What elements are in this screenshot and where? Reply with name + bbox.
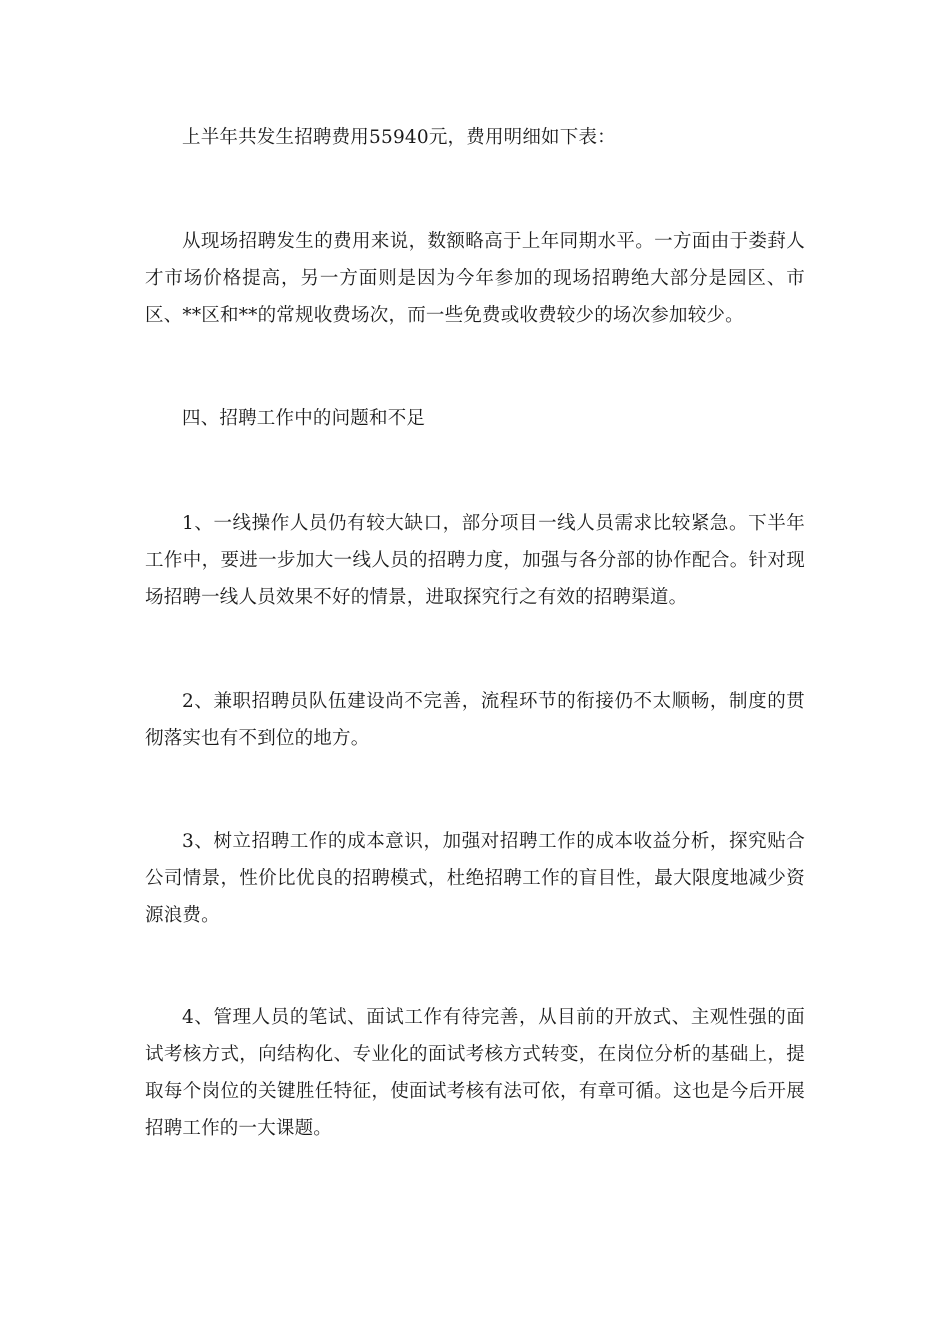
paragraph-problem-2: 2、兼职招聘员队伍建设尚不完善，流程环节的衔接仍不太顺畅，制度的贯彻落实也有不到位的地方。 xyxy=(145,691,805,749)
paragraph-onsite-cost-analysis: 从现场招聘发生的费用来说，数额略高于上年同期水平。一方面由于娄葑人才市场价格提高，另一方面则是因为今年参加的现场招聘绝大部分是园区、市区、**区和**的常规收费场次，而一些免费或收费较少的场次参加较少。 xyxy=(145,231,805,326)
paragraph-problem-1: 1、一线操作人员仍有较大缺口，部分项目一线人员需求比较紧急。下半年工作中，要进一步加大一线人员的招聘力度，加强与各分部的协作配合。针对现场招聘一线人员效果不好的情景，进取探究行之有效的招聘渠道。 xyxy=(145,513,805,608)
section-heading-problems: 四、招聘工作中的问题和不足 xyxy=(182,408,426,429)
paragraph-recruitment-cost-total: 上半年共发生招聘费用55940元，费用明细如下表： xyxy=(182,127,616,148)
paragraph-problem-4: 4、管理人员的笔试、面试工作有待完善，从目前的开放式、主观性强的面试考核方式，向结构化、专业化的面试考核方式转变，在岗位分析的基础上，提取每个岗位的关键胜任特征，使面试考核有法可依，有章可循。这也是今后开展招聘工作的一大课题。 xyxy=(145,1007,805,1139)
paragraph-problem-3: 3、树立招聘工作的成本意识，加强对招聘工作的成本收益分析，探究贴合公司情景，性价比优良的招聘模式，杜绝招聘工作的盲目性，最大限度地减少资源浪费。 xyxy=(145,831,805,926)
